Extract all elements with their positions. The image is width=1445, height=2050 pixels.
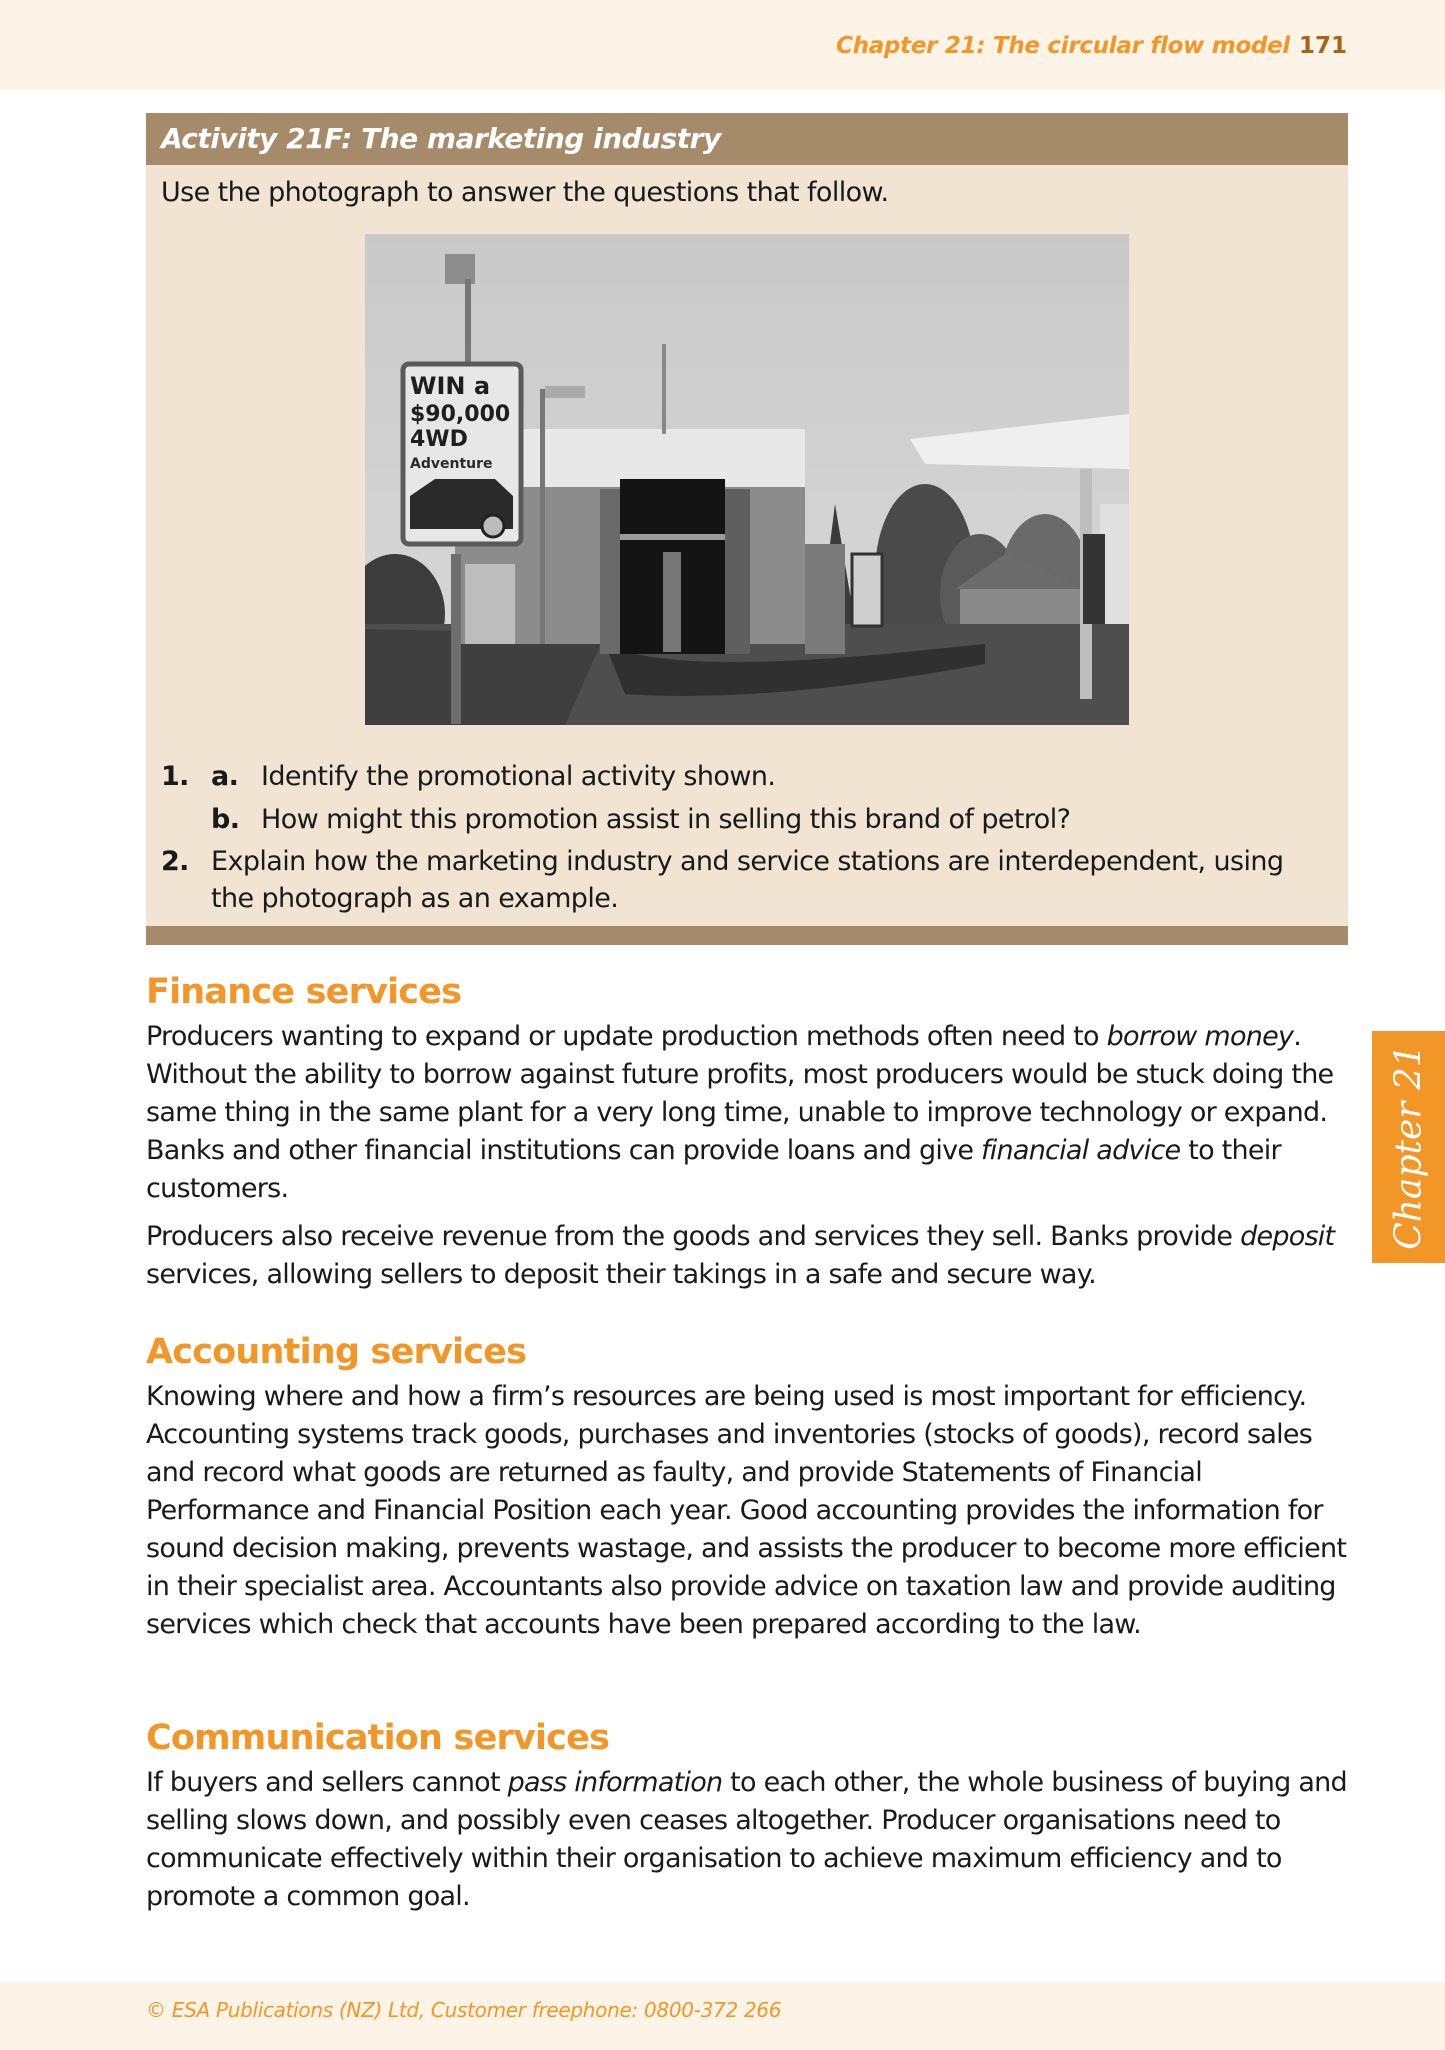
- question-list: [161, 757, 1331, 917]
- question-text: Explain how the marketing industry and service stations are interdependent, using the photograph as an example.: [211, 846, 1284, 914]
- sign-line-4: Adventure: [410, 456, 493, 472]
- text-run: Producers also receive revenue from the goods and services they sell. Banks provide: [146, 1221, 1241, 1252]
- emphasis: deposit: [1240, 1221, 1335, 1252]
- footer-copyright: © ESA Publications (NZ) Ltd, Customer freephone: 0800-372 266: [146, 1998, 782, 2022]
- sign-line-2: $90,000: [410, 402, 511, 427]
- emphasis: financial advice: [981, 1135, 1181, 1166]
- question-1a: [161, 757, 1331, 797]
- question-number: 2.: [161, 846, 189, 877]
- page-header: [0, 0, 1445, 90]
- text-run: Producers wanting to expand or update production methods often need to: [146, 1021, 1107, 1052]
- question-letter: a.: [211, 761, 239, 792]
- question-letter: b.: [211, 804, 240, 835]
- text-run: services, allowing sellers to deposit their takings in a safe and secure way.: [146, 1259, 1096, 1290]
- paragraph: [146, 1018, 1356, 1208]
- question-number: 1.: [161, 761, 189, 792]
- page-number: 171: [1298, 33, 1347, 59]
- paragraph: [146, 1218, 1356, 1294]
- activity-title: Activity 21F: The marketing industry: [161, 122, 721, 155]
- sign-line-1: WIN a: [410, 372, 491, 400]
- paragraph: [146, 1764, 1356, 1916]
- running-head: Chapter 21: The circular flow model: [836, 33, 1290, 59]
- section-heading: Accounting services: [146, 1332, 527, 1372]
- question-text: Identify the promotional activity shown.: [261, 761, 776, 792]
- section-heading: Finance services: [146, 972, 462, 1012]
- emphasis: pass information: [507, 1767, 723, 1798]
- section-accounting: [146, 1330, 1356, 1654]
- activity-photo: [365, 234, 1129, 725]
- question-2: [161, 843, 1331, 917]
- text-run: If buyers and sellers cannot: [146, 1767, 508, 1798]
- section-communication: [146, 1716, 1356, 1926]
- activity-title-bar: [146, 113, 1348, 165]
- photo-illustration: [365, 234, 1129, 725]
- sign-line-3: 4WD: [410, 427, 468, 452]
- chapter-tab-label: Chapter 21: [1388, 1044, 1429, 1250]
- text-run: to their customers.: [146, 1135, 1281, 1204]
- text-run: to each other, the whole business of buying and selling slows down, and possibly even ceases altogether. Producer organisations need to communicate effectively within their organisation to achieve maximum efficiency and to promote a common goal.: [146, 1767, 1347, 1912]
- activity-bottom-bar: [146, 926, 1348, 945]
- activity-box: [146, 113, 1348, 945]
- emphasis: borrow money: [1106, 1021, 1294, 1052]
- paragraph: Knowing where and how a firm’s resources are being used is most important for efficiency. Accounting systems track goods, purchases and inventories (stocks of goods), record sales and record what goods are returned as faulty, and provide Statements of Financial Performance and Financial Position each year. Good accounting provides the information for sound decision making, prevents wastage, and assists the producer to become more efficient in their specialist area. Accountants also provide advice on taxation law and provide auditing services which check that accounts have been prepared according to the law.: [146, 1381, 1347, 1640]
- page-footer: [0, 1982, 1445, 2050]
- activity-intro: Use the photograph to answer the questions that follow.: [161, 177, 889, 208]
- chapter-tab: [1372, 1031, 1445, 1263]
- question-text: How might this promotion assist in selling this brand of petrol?: [261, 804, 1071, 835]
- section-heading: Communication services: [146, 1718, 610, 1758]
- section-finance: [146, 970, 1356, 1304]
- question-1b: [161, 800, 1331, 840]
- text-run: . Without the ability to borrow against future profits, most producers would be stuck doing the same thing in the same plant for a very long time, unable to improve technology or expand. Banks and other financial institutions can provide loans and give: [146, 1021, 1334, 1166]
